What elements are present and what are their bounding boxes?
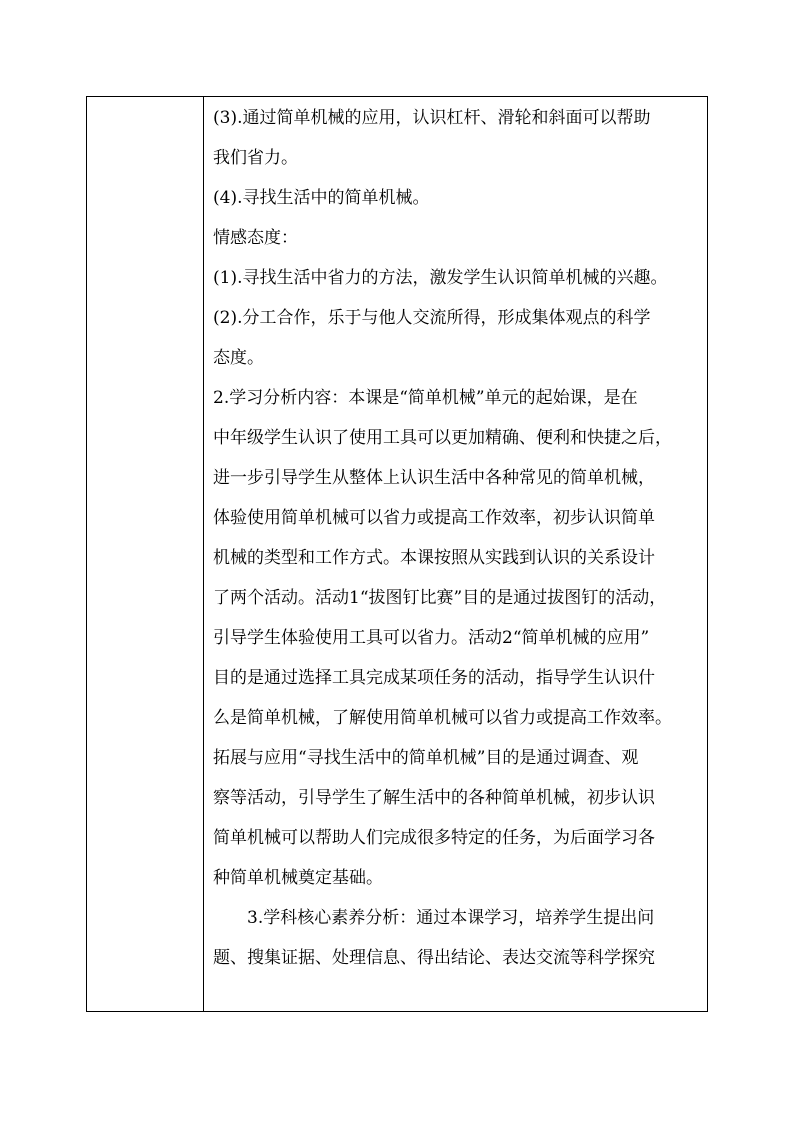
text-line: 进一步引导学生从整体上认识生活中各种常见的简单机械， xyxy=(213,468,655,488)
text-line: 么是简单机械，了解使用简单机械可以省力或提高工作效率。 xyxy=(213,708,672,728)
text-line: 了两个活动。活动1“拔图钉比赛”目的是通过拔图钉的活动， xyxy=(213,588,667,608)
text-line: 机械的类型和工作方式。本课按照从实践到认识的关系设计 xyxy=(213,548,655,568)
text-line: 种简单机械奠定基础。 xyxy=(213,868,383,888)
text-line: 中年级学生认识了使用工具可以更加精确、便利和快捷之后， xyxy=(213,428,672,448)
text-line: 察等活动，引导学生了解生活中的各种简单机械，初步认识 xyxy=(213,788,655,808)
text-line: 题、搜集证据、处理信息、得出结论、表达交流等科学探究 xyxy=(213,948,655,968)
text-line: 简单机械可以帮助人们完成很多特定的任务，为后面学习各 xyxy=(213,828,655,848)
text-line: 目的是通过选择工具完成某项任务的活动，指导学生认识什 xyxy=(213,668,655,688)
text-line: 态度。 xyxy=(213,348,264,368)
table-left-column xyxy=(87,97,204,1011)
text-line: 我们省力。 xyxy=(213,148,298,168)
text-line: 拓展与应用“寻找生活中的简单机械”目的是通过调查、观 xyxy=(213,748,639,768)
text-line: (1).寻找生活中省力的方法，激发学生认识简单机械的兴趣。 xyxy=(213,268,668,288)
table-right-column xyxy=(213,98,701,978)
text-line: 体验使用简单机械可以省力或提高工作效率，初步认识简单 xyxy=(213,508,655,528)
text-line: (2).分工合作，乐于与他人交流所得，形成集体观点的科学 xyxy=(213,308,651,328)
text-line: 引导学生体验使用工具可以省力。活动2“简单机械的应用” xyxy=(213,628,650,648)
content-table xyxy=(86,96,708,1012)
text-line: (3).通过简单机械的应用，认识杠杆、滑轮和斜面可以帮助 xyxy=(213,108,651,128)
text-line: 3.学科核心素养分析：通过本课学习，培养学生提出问 xyxy=(247,908,655,928)
text-line: 2.学习分析内容：本课是“简单机械”单元的起始课，是在 xyxy=(213,388,638,408)
text-line: (4).寻找生活中的简单机械。 xyxy=(213,188,430,208)
text-line: 情感态度： xyxy=(213,228,298,248)
